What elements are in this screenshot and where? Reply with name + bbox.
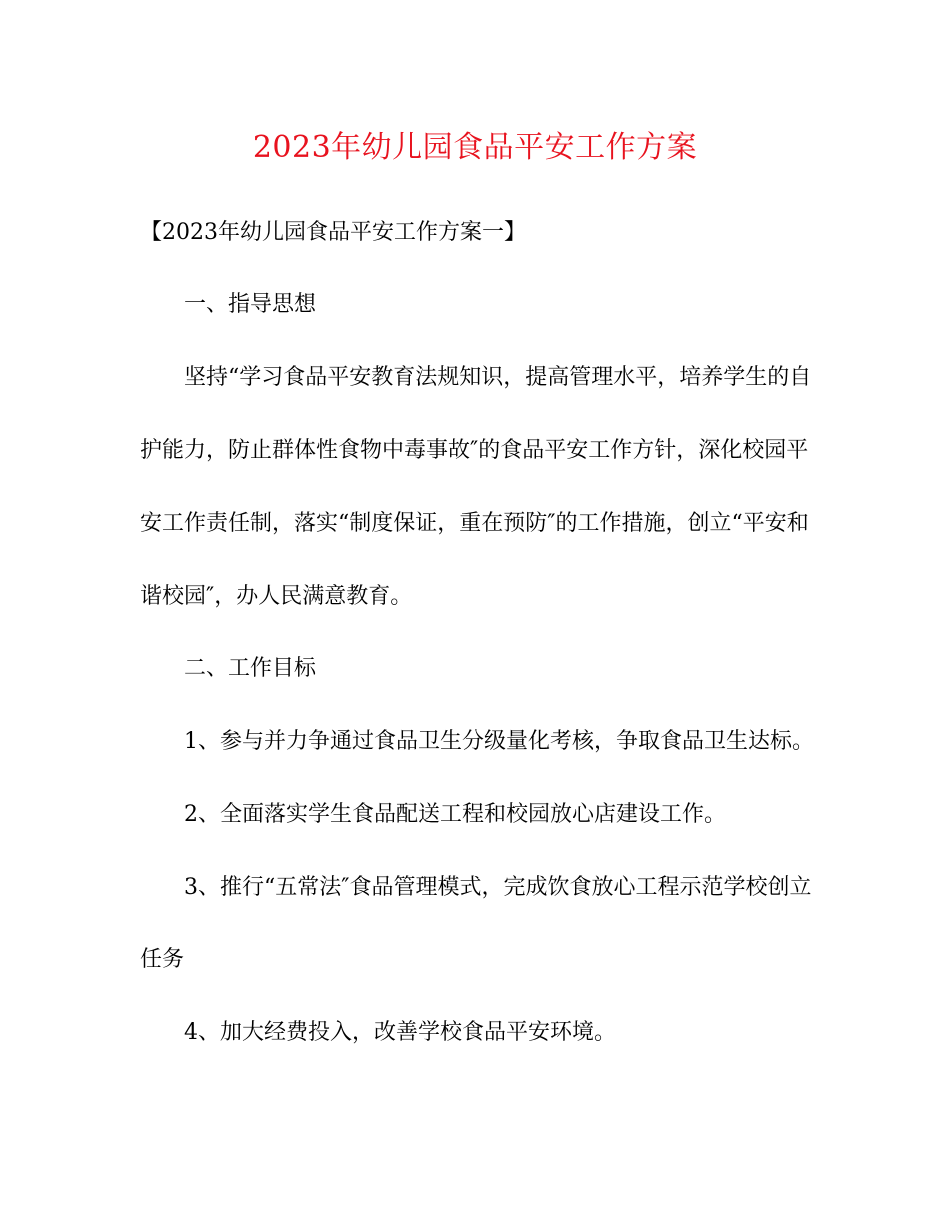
document-title: 2023年幼儿园食品平安工作方案 xyxy=(252,130,698,165)
section-heading: 【2023年幼儿园食品平安工作方案一】 xyxy=(140,220,526,245)
part1-paragraph-line: 谐校园″，办人民满意教育。 xyxy=(140,584,413,609)
goal-item-continuation: 任务 xyxy=(140,947,185,972)
goal-item: 3、推行“五常法″食品管理模式，完成饮食放心工程示范学校创立 xyxy=(184,875,812,900)
part1-heading: 一、指导思想 xyxy=(184,292,317,317)
part1-paragraph-line: 坚持“学习食品平安教育法规知识，提高管理水平，培养学生的自 xyxy=(184,365,812,390)
goal-item: 4、加大经费投入，改善学校食品平安环境。 xyxy=(184,1020,616,1045)
goal-item: 1、参与并力争通过食品卫生分级量化考核，争取食品卫生达标。 xyxy=(184,729,814,754)
goal-item: 2、全面落实学生食品配送工程和校园放心店建设工作。 xyxy=(184,802,726,827)
part2-heading: 二、工作目标 xyxy=(184,656,317,681)
part1-paragraph-line: 护能力，防止群体性食物中毒事故″的食品平安工作方针，深化校园平 xyxy=(140,438,809,463)
part1-paragraph-line: 安工作责任制，落实“制度保证，重在预防″的工作措施，创立“平安和 xyxy=(140,511,809,536)
